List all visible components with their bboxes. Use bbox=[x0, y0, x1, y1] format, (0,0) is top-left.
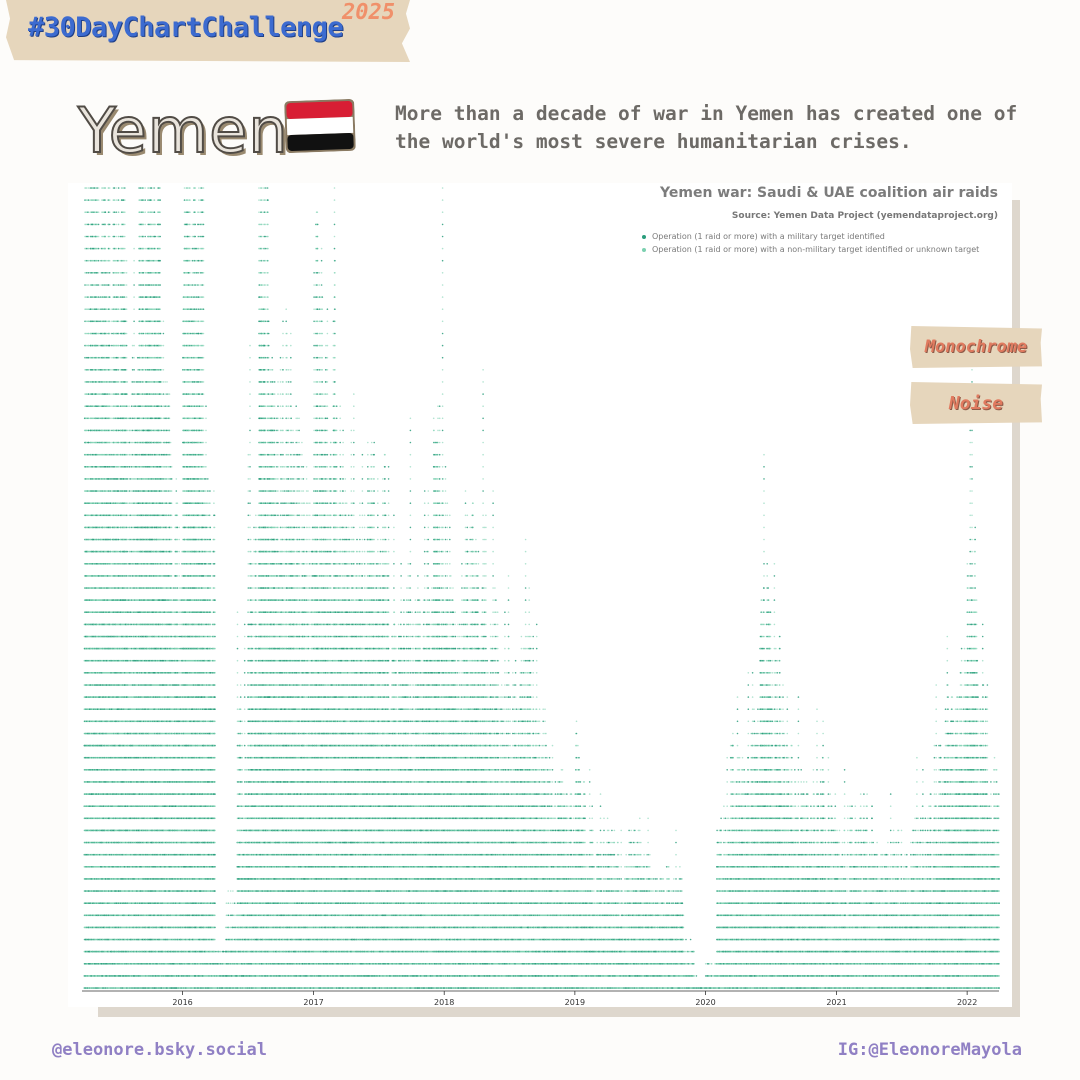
yemen-flag-icon bbox=[284, 99, 356, 153]
operation-point bbox=[88, 393, 90, 395]
operation-point bbox=[88, 260, 90, 262]
operation-point bbox=[88, 381, 90, 383]
country-title: Yemen bbox=[78, 94, 289, 167]
chart-card bbox=[68, 183, 1012, 1007]
operation-point bbox=[88, 296, 90, 298]
operation-point bbox=[88, 321, 90, 323]
operation-point bbox=[88, 345, 90, 347]
operation-point bbox=[88, 224, 90, 226]
operation-point bbox=[88, 236, 90, 238]
operation-point bbox=[88, 211, 90, 213]
operation-point bbox=[86, 187, 88, 189]
operation-point bbox=[88, 369, 90, 371]
operation-point bbox=[88, 418, 90, 420]
operation-point bbox=[88, 187, 90, 189]
operation-point bbox=[88, 442, 90, 444]
operation-point bbox=[88, 333, 90, 335]
operation-point bbox=[88, 430, 90, 432]
operation-point bbox=[88, 405, 90, 407]
operation-point bbox=[88, 357, 90, 359]
operation-point bbox=[88, 272, 90, 274]
operation-point bbox=[88, 248, 90, 250]
headline: More than a decade of war in Yemen has created one of the world's most severe humanitarian crises. bbox=[395, 100, 1035, 156]
challenge-year: 2025 bbox=[342, 0, 395, 25]
scatter-chart bbox=[68, 183, 1012, 1007]
operation-point bbox=[88, 454, 90, 456]
operation-point bbox=[88, 284, 90, 286]
operation-point bbox=[88, 199, 90, 201]
operation-point bbox=[88, 308, 90, 310]
challenge-title: #30DayChartChallenge bbox=[28, 12, 343, 43]
